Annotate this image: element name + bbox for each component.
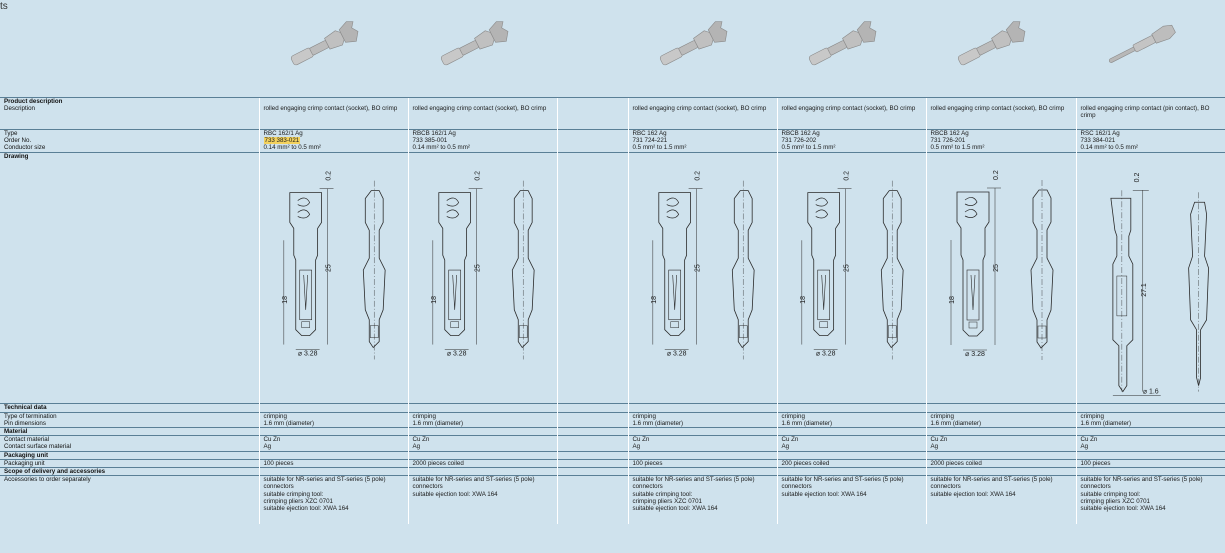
row-label: Packaging unit bbox=[0, 451, 259, 459]
cell-value: Ag bbox=[781, 443, 790, 451]
spec-cell bbox=[1076, 137, 1225, 145]
spec-cell bbox=[777, 443, 926, 451]
spec-cell bbox=[628, 427, 777, 435]
spec-cell bbox=[1076, 105, 1225, 129]
spec-cell bbox=[259, 459, 408, 467]
socket-contact-photo bbox=[433, 10, 518, 82]
accessory-line: crimping pliers XZC 0701 bbox=[263, 497, 333, 505]
accessory-line: suitable for NR-series and ST-series (5 pole) bbox=[632, 476, 755, 484]
spec-cell bbox=[628, 467, 777, 475]
row-label: Technical data bbox=[0, 404, 259, 412]
accessory-line: connectors bbox=[1080, 483, 1111, 491]
spec-cell bbox=[1076, 404, 1225, 412]
row-label: Pin dimensions bbox=[4, 419, 46, 427]
accessory-line: suitable ejection tool: XWA 164 bbox=[781, 490, 867, 498]
socket-contact-photo bbox=[652, 10, 737, 82]
drawing-cell bbox=[557, 160, 628, 404]
spec-cell bbox=[557, 436, 628, 444]
cell-value: 1.6 mm (diameter) bbox=[412, 419, 464, 427]
spec-cell bbox=[557, 152, 628, 160]
spec-cell bbox=[408, 404, 557, 412]
dimension-label: 25 bbox=[474, 264, 482, 272]
row-label: Conductor size bbox=[4, 144, 46, 152]
spec-cell bbox=[1076, 476, 1225, 524]
cell-value: 733 385-001 bbox=[412, 136, 448, 144]
dimension-label: 0.2 bbox=[694, 170, 702, 181]
cell-value: Cu Zn bbox=[1080, 436, 1098, 444]
cell-value: rolled engaging crimp contact (socket), BO crimp bbox=[930, 105, 1065, 113]
spec-cell bbox=[259, 476, 408, 524]
spec-cell bbox=[628, 443, 777, 451]
spec-cell bbox=[926, 144, 1076, 152]
spec-cell bbox=[259, 412, 408, 420]
spec-cell bbox=[926, 427, 1076, 435]
dimension-label: ⌀ 3.28 bbox=[964, 350, 985, 358]
spec-cell bbox=[628, 152, 777, 160]
spec-cell bbox=[926, 412, 1076, 420]
dimension-label: 18 bbox=[948, 295, 956, 304]
accessory-line: suitable crimping tool: bbox=[632, 490, 693, 498]
cell-value: 731 726-201 bbox=[930, 136, 966, 144]
spec-cell bbox=[777, 105, 926, 129]
cell-value: 0.5 mm² to 1.5 mm² bbox=[930, 144, 985, 152]
spec-cell bbox=[259, 404, 408, 412]
spec-cell bbox=[408, 443, 557, 451]
row-label: Packaging unit bbox=[0, 459, 259, 467]
accessory-line: suitable ejection tool: XWA 164 bbox=[1080, 504, 1166, 512]
accessory-line: connectors bbox=[263, 483, 294, 491]
spec-cell bbox=[557, 443, 628, 451]
spec-cell bbox=[408, 420, 557, 428]
spec-cell bbox=[777, 144, 926, 152]
drawing-cell bbox=[628, 160, 777, 404]
cell-value: 1.6 mm (diameter) bbox=[930, 419, 982, 427]
spec-cell bbox=[926, 404, 1076, 412]
cell-value: 731 726-202 bbox=[781, 136, 817, 144]
cell-value: 100 pieces bbox=[632, 459, 663, 467]
cell-value: 0.14 mm² to 0.5 mm² bbox=[412, 144, 470, 152]
row-label: Drawing bbox=[0, 152, 259, 160]
spec-table-grid bbox=[0, 97, 1225, 524]
section-packaging bbox=[0, 451, 1225, 459]
spec-cell bbox=[926, 451, 1076, 459]
dimension-label: 25 bbox=[325, 264, 333, 272]
spec-cell bbox=[777, 404, 926, 412]
spec-cell bbox=[259, 129, 408, 137]
section-scope bbox=[0, 467, 1225, 475]
dimension-label: 0.2 bbox=[992, 170, 1000, 180]
cell-value: 1.6 mm (diameter) bbox=[632, 419, 684, 427]
socket-contact-photo bbox=[283, 10, 368, 82]
spec-cell bbox=[408, 129, 557, 137]
dimension-label: ⌀ 3.28 bbox=[446, 350, 466, 358]
socket-technical-drawing bbox=[629, 160, 777, 400]
spec-cell bbox=[926, 152, 1076, 160]
spec-cell bbox=[259, 420, 408, 428]
spec-cell bbox=[259, 427, 408, 435]
spec-row bbox=[0, 420, 1225, 428]
accessory-line: suitable crimping tool: bbox=[263, 490, 324, 498]
spec-cell bbox=[557, 467, 628, 475]
spec-cell bbox=[259, 105, 408, 129]
spec-cell bbox=[777, 420, 926, 428]
spec-cell bbox=[1076, 152, 1225, 160]
spec-cell bbox=[628, 144, 777, 152]
page-title-fragment: ts bbox=[0, 1, 8, 12]
cell-value: Cu Zn bbox=[263, 436, 281, 444]
accessory-line: suitable ejection tool: XWA 164 bbox=[263, 504, 349, 512]
product-image-pin bbox=[1100, 10, 1185, 82]
spec-cell bbox=[1076, 129, 1225, 137]
spec-cell bbox=[777, 98, 926, 106]
spec-cell bbox=[926, 459, 1076, 467]
spec-cell bbox=[557, 476, 628, 524]
cell-value: 733 384-021 bbox=[1080, 136, 1116, 144]
spec-cell bbox=[259, 98, 408, 106]
drawing-cell bbox=[408, 160, 557, 404]
accessory-line: suitable for NR-series and ST-series (5 pole) bbox=[930, 476, 1053, 484]
spec-cell bbox=[777, 412, 926, 420]
dimension-label: 25 bbox=[992, 263, 1000, 272]
cell-value: Cu Zn bbox=[632, 436, 650, 444]
row-label: Material bbox=[0, 427, 259, 435]
spec-cell bbox=[628, 436, 777, 444]
spec-cell bbox=[628, 420, 777, 428]
spec-cell bbox=[777, 137, 926, 145]
spec-cell bbox=[557, 137, 628, 145]
spec-cell bbox=[1076, 427, 1225, 435]
spec-cell bbox=[777, 129, 926, 137]
cell-value: Ag bbox=[263, 443, 272, 451]
pin-technical-drawing bbox=[1077, 160, 1225, 400]
spec-cell bbox=[408, 459, 557, 467]
cell-value: 1.6 mm (diameter) bbox=[781, 419, 833, 427]
spec-row bbox=[0, 459, 1225, 467]
spec-cell bbox=[557, 420, 628, 428]
row-label bbox=[0, 160, 259, 404]
cell-value: Ag bbox=[930, 443, 939, 451]
cell-value: Cu Zn bbox=[781, 436, 799, 444]
spec-cell bbox=[628, 404, 777, 412]
cell-value: crimping bbox=[632, 412, 656, 420]
spec-cell bbox=[408, 137, 557, 145]
spec-cell bbox=[777, 467, 926, 475]
spec-cell bbox=[1076, 420, 1225, 428]
spec-cell bbox=[408, 451, 557, 459]
cell-value: RBC 162 Ag bbox=[632, 129, 667, 137]
spec-cell bbox=[408, 427, 557, 435]
spec-cell bbox=[557, 129, 628, 137]
spec-cell bbox=[628, 137, 777, 145]
accessory-line: suitable crimping tool: bbox=[1080, 490, 1141, 498]
spec-cell bbox=[628, 459, 777, 467]
spec-cell bbox=[259, 467, 408, 475]
spec-cell bbox=[628, 98, 777, 106]
cell-value: crimping bbox=[412, 412, 436, 420]
dimension-label: ⌀ 3.28 bbox=[666, 350, 686, 358]
product-image-socket bbox=[652, 10, 737, 82]
section-technical-data bbox=[0, 404, 1225, 412]
accessory-line: suitable ejection tool: XWA 164 bbox=[930, 490, 1016, 498]
cell-value: 0.5 mm² to 1.5 mm² bbox=[632, 144, 687, 152]
socket-technical-drawing bbox=[260, 160, 408, 400]
drawing-cell bbox=[926, 160, 1076, 404]
spec-cell bbox=[408, 152, 557, 160]
spec-cell bbox=[408, 436, 557, 444]
spec-cell bbox=[628, 129, 777, 137]
spec-cell bbox=[408, 105, 557, 129]
cell-value: Ag bbox=[1080, 443, 1089, 451]
spec-cell bbox=[259, 443, 408, 451]
cell-value: rolled engaging crimp contact (socket), BO crimp bbox=[263, 105, 398, 113]
accessory-line: connectors bbox=[632, 483, 663, 491]
cell-value: 0.14 mm² to 0.5 mm² bbox=[263, 144, 321, 152]
spec-row bbox=[0, 137, 1225, 145]
spec-cell bbox=[408, 144, 557, 152]
cell-value: 100 pieces bbox=[1080, 459, 1111, 467]
spec-cell bbox=[1076, 412, 1225, 420]
cell-value: Ag bbox=[412, 443, 421, 451]
cell-value: 1.6 mm (diameter) bbox=[1080, 419, 1132, 427]
accessory-line: connectors bbox=[781, 483, 812, 491]
row-label: Product description bbox=[0, 98, 259, 106]
spec-cell bbox=[1076, 459, 1225, 467]
spec-cell bbox=[259, 451, 408, 459]
product-image-socket bbox=[801, 10, 886, 82]
drawing-cell bbox=[777, 160, 926, 404]
socket-technical-drawing bbox=[927, 160, 1076, 400]
cell-value: Cu Zn bbox=[412, 436, 430, 444]
spec-cell bbox=[628, 451, 777, 459]
accessory-line: suitable for NR-series and ST-series (5 pole) bbox=[1080, 476, 1203, 484]
accessory-line: crimping pliers XZC 0701 bbox=[632, 497, 702, 505]
spec-cell bbox=[1076, 467, 1225, 475]
drawing-row bbox=[0, 160, 1225, 404]
spec-cell bbox=[926, 137, 1076, 145]
spec-cell bbox=[557, 427, 628, 435]
accessory-line: suitable for NR-series and ST-series (5 pole) bbox=[263, 476, 386, 484]
cell-value: 1.6 mm (diameter) bbox=[263, 419, 315, 427]
pin-contact-photo bbox=[1100, 10, 1185, 82]
drawing-section-header bbox=[0, 152, 1225, 160]
cell-value: RSC 162/1 Ag bbox=[1080, 129, 1120, 137]
spec-row bbox=[0, 105, 1225, 129]
row-label: Type bbox=[0, 129, 259, 137]
dimension-label: 27.1 bbox=[1140, 282, 1148, 297]
highlighted-order-number: 733 383-021 bbox=[264, 136, 300, 144]
dimension-label: 18 bbox=[799, 295, 807, 304]
socket-contact-photo bbox=[801, 10, 886, 82]
spec-cell bbox=[628, 476, 777, 524]
cell-value: Cu Zn bbox=[930, 436, 948, 444]
spec-table bbox=[0, 97, 1225, 524]
cell-value: Ag bbox=[632, 443, 641, 451]
socket-technical-drawing bbox=[778, 160, 926, 400]
row-label: Scope of delivery and accessories bbox=[0, 467, 259, 475]
spec-cell bbox=[557, 144, 628, 152]
spec-cell bbox=[1076, 144, 1225, 152]
cell-value: crimping bbox=[263, 412, 287, 420]
dimension-label: 18 bbox=[650, 295, 658, 304]
spec-cell bbox=[408, 467, 557, 475]
spec-cell bbox=[557, 98, 628, 106]
drawing-cell bbox=[1076, 160, 1225, 404]
cell-value: 2000 pieces coiled bbox=[930, 459, 982, 467]
dimension-label: 25 bbox=[843, 264, 851, 272]
spec-cell bbox=[628, 105, 777, 129]
cell-value: rolled engaging crimp contact (pin contact), BO crimp bbox=[1080, 105, 1210, 120]
spec-cell bbox=[777, 436, 926, 444]
cell-value: 731 724-221 bbox=[632, 136, 668, 144]
spec-cell bbox=[926, 420, 1076, 428]
cell-value: rolled engaging crimp contact (socket), BO crimp bbox=[781, 105, 916, 113]
spec-row bbox=[0, 476, 1225, 524]
spec-cell bbox=[408, 412, 557, 420]
cell-value: RBC 162/1 Ag bbox=[263, 129, 303, 137]
cell-value: RBCB 162 Ag bbox=[930, 129, 969, 137]
spec-row bbox=[0, 144, 1225, 152]
dimension-label: 0.2 bbox=[474, 170, 482, 181]
spec-cell bbox=[926, 98, 1076, 106]
dimension-label: ⌀ 3.28 bbox=[297, 350, 317, 358]
cell-value: 0.5 mm² to 1.5 mm² bbox=[781, 144, 836, 152]
row-label: Type of termination bbox=[0, 412, 259, 420]
spec-cell bbox=[259, 137, 408, 145]
spec-cell bbox=[259, 144, 408, 152]
dimension-label: ⌀ 3.28 bbox=[815, 350, 835, 358]
cell-value: RBCB 162 Ag bbox=[781, 129, 820, 137]
cell-value: 2000 pieces coiled bbox=[412, 459, 464, 467]
socket-technical-drawing bbox=[409, 160, 557, 400]
product-image-socket bbox=[950, 10, 1035, 82]
spec-cell bbox=[926, 129, 1076, 137]
spec-cell bbox=[777, 451, 926, 459]
spec-cell bbox=[926, 436, 1076, 444]
accessory-line: suitable for NR-series and ST-series (5 pole) bbox=[412, 476, 535, 484]
spec-cell bbox=[777, 427, 926, 435]
spec-cell bbox=[557, 404, 628, 412]
dimension-label: 25 bbox=[694, 264, 702, 272]
spec-cell bbox=[1076, 443, 1225, 451]
spec-cell bbox=[259, 152, 408, 160]
cell-value: rolled engaging crimp contact (socket), BO crimp bbox=[412, 105, 547, 113]
spec-row bbox=[0, 443, 1225, 451]
cell-value: rolled engaging crimp contact (socket), BO crimp bbox=[632, 105, 767, 113]
row-label: Description bbox=[4, 105, 35, 113]
spec-cell bbox=[1076, 436, 1225, 444]
spec-cell bbox=[557, 451, 628, 459]
spec-cell bbox=[259, 436, 408, 444]
spec-cell bbox=[408, 476, 557, 524]
socket-contact-photo bbox=[950, 10, 1035, 82]
spec-cell bbox=[926, 443, 1076, 451]
spec-cell bbox=[926, 467, 1076, 475]
product-image-socket bbox=[433, 10, 518, 82]
dimension-label: ⌀ 1.6 bbox=[1142, 388, 1159, 396]
row-label: Accessories to order separately bbox=[0, 476, 259, 524]
spec-cell bbox=[557, 105, 628, 129]
product-image-socket bbox=[283, 10, 368, 82]
row-label: Contact material bbox=[0, 436, 259, 444]
dimension-label: 0.2 bbox=[325, 170, 333, 181]
cell-value: crimping bbox=[781, 412, 805, 420]
spec-cell bbox=[408, 98, 557, 106]
section-material bbox=[0, 427, 1225, 435]
cell-value: 100 pieces bbox=[263, 459, 294, 467]
spec-row bbox=[0, 129, 1225, 137]
accessory-line: suitable ejection tool: XWA 164 bbox=[412, 490, 498, 498]
dimension-label: 0.2 bbox=[843, 170, 851, 181]
spec-row bbox=[0, 412, 1225, 420]
spec-cell bbox=[628, 412, 777, 420]
cell-value: crimping bbox=[1080, 412, 1104, 420]
cell-value: crimping bbox=[930, 412, 954, 420]
spec-cell bbox=[1076, 98, 1225, 106]
accessory-line: suitable ejection tool: XWA 164 bbox=[632, 504, 718, 512]
spec-cell bbox=[1076, 451, 1225, 459]
accessory-line: connectors bbox=[930, 483, 961, 491]
spec-cell bbox=[777, 476, 926, 524]
cell-value: 200 pieces coiled bbox=[781, 459, 830, 467]
dimension-label: 18 bbox=[281, 295, 289, 304]
drawing-cell bbox=[259, 160, 408, 404]
spec-cell bbox=[777, 459, 926, 467]
cell-value: RBCB 162/1 Ag bbox=[412, 129, 456, 137]
accessory-line: crimping pliers XZC 0701 bbox=[1080, 497, 1150, 505]
cell-value: 0.14 mm² to 0.5 mm² bbox=[1080, 144, 1138, 152]
row-label: Order No. bbox=[4, 136, 32, 144]
dimension-label: 18 bbox=[430, 295, 438, 304]
section-product-description bbox=[0, 98, 1225, 106]
dimension-label: 0.2 bbox=[1133, 172, 1141, 183]
accessory-line: suitable for NR-series and ST-series (5 pole) bbox=[781, 476, 904, 484]
accessory-line: connectors bbox=[412, 483, 443, 491]
spec-cell bbox=[557, 459, 628, 467]
spec-cell bbox=[926, 105, 1076, 129]
row-label: Contact surface material bbox=[4, 443, 72, 451]
spec-row bbox=[0, 436, 1225, 444]
spec-cell bbox=[926, 476, 1076, 524]
spec-cell bbox=[777, 152, 926, 160]
spec-cell bbox=[557, 412, 628, 420]
